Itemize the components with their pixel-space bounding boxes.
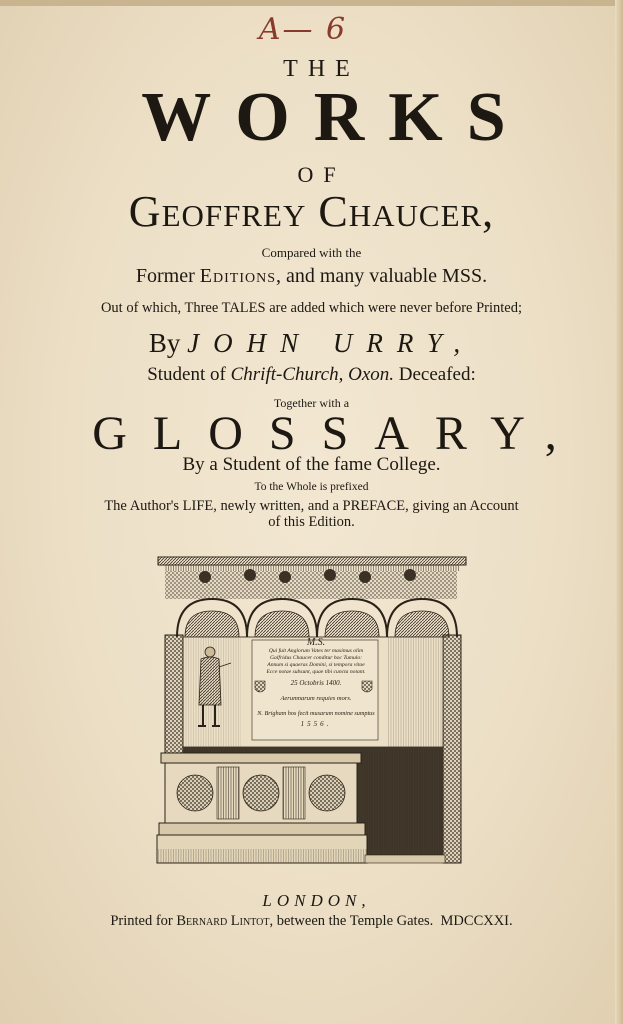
student-line (0, 364, 623, 386)
inscription-line: Galfridus Chaucer conditur hoc Tumulo: (270, 655, 362, 661)
by-student-line: By a Student of the fame College. (182, 454, 441, 475)
student-prefix: Student of (147, 364, 231, 385)
inscription-line: Annum si quaeras Domini, si tempora vitae (267, 662, 365, 668)
imprint-city: LONDON, (262, 891, 371, 910)
by-prefix: By (148, 328, 188, 358)
together-line: Together with a (273, 396, 350, 410)
shelfmark-text: A— 6 (258, 12, 348, 47)
college-name: Chrift-Church, Oxon. (230, 364, 395, 385)
imprint-printer: Bernard Lintot (176, 913, 270, 929)
inscription-line: Qui fuit Anglorum Vates ter maximus olim (268, 648, 364, 654)
former-editions: Editions (199, 265, 276, 287)
inscription-date: 25 Octobris 1400. (290, 679, 342, 687)
title-the: THE (283, 56, 360, 82)
editor-name: JOHN URRY, (187, 328, 475, 358)
former-prefix: Former (135, 265, 200, 287)
editor-line (0, 328, 623, 359)
page-top-edge (0, 0, 623, 6)
title-works: WORKS (141, 79, 530, 156)
inscription-line: Ecce notae subsunt, quae tibi cuncta notant. (266, 669, 366, 675)
title-author: Geoffrey Chaucer, (128, 187, 495, 236)
student-suffix: Deceafed: (394, 364, 476, 385)
former-suffix: , and many valuable MSS. (276, 265, 488, 287)
author-life-line: The Author's LIFE, newly written, and a PREFACE, giving an Account (104, 498, 519, 514)
imprint-prefix: Printed for (110, 913, 177, 929)
imprint-year: MDCCXXI. (440, 913, 513, 929)
inscription-heading: M.S. (306, 637, 326, 648)
imprint-suffix: , between the Temple Gates. (269, 913, 434, 929)
prefixed-line: To the Whole is prefixed (254, 481, 369, 493)
manuscript-shelfmark (218, 12, 388, 52)
inscription-year: 1556. (300, 720, 332, 728)
title-of: OF (297, 162, 346, 187)
out-of-which-line: Out of which, Three TALES are added which were never before Printed; (100, 300, 523, 316)
inscription-line: Aerumnarum requies mors. (280, 695, 352, 702)
compared-line: Compared with the (261, 245, 362, 260)
former-editions-line (0, 265, 623, 288)
inscription-line: N. Brigham hos fecit musarum nomine sumptus (257, 710, 375, 717)
edition-account-line: of this Edition. (268, 514, 355, 530)
imprint-line (0, 913, 623, 930)
glossary-title: GLOSSARY, (92, 407, 583, 460)
